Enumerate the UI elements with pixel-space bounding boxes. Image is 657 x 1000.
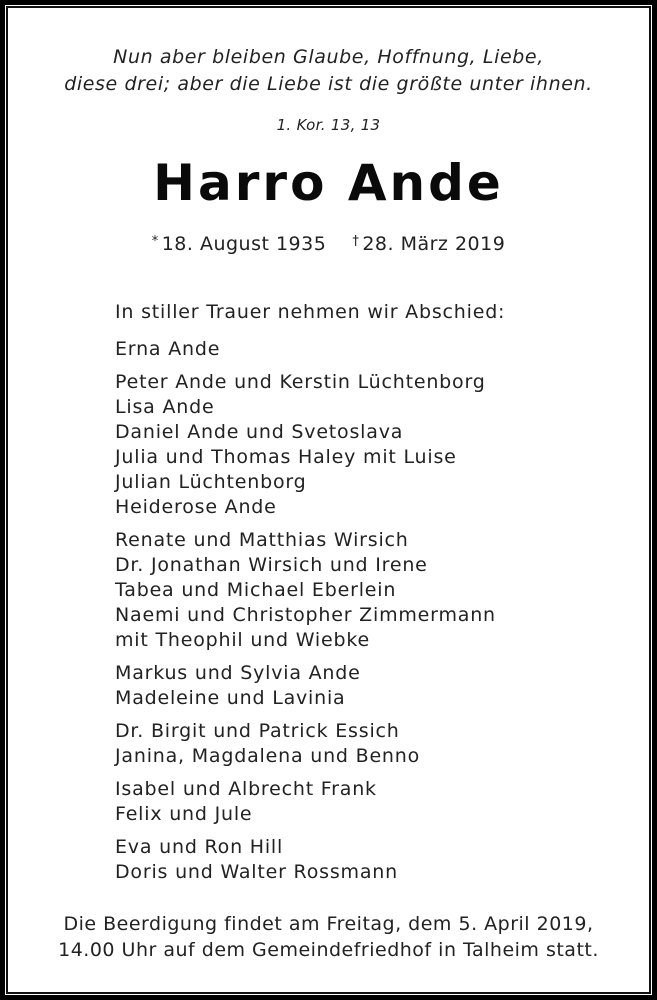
birth-star-icon: * — [151, 234, 159, 249]
death-cross-icon: † — [352, 234, 360, 249]
mourner-group — [115, 337, 505, 362]
mourner-line: Janina, Magdalena und Benno — [115, 745, 421, 767]
death-date: 28. März 2019 — [362, 233, 506, 255]
mourner-group — [115, 370, 505, 520]
mourner-line: Julian Lüchtenborg — [115, 471, 307, 493]
mourners-list — [115, 300, 505, 885]
birth-date: 18. August 1935 — [161, 233, 327, 255]
mourner-group — [115, 661, 505, 711]
mourner-group — [115, 528, 505, 653]
funeral-line-2: 14.00 Uhr auf dem Gemeindefriedhof in Talheim statt. — [58, 939, 599, 961]
funeral-notice — [0, 911, 657, 963]
mourner-line: Dr. Birgit und Patrick Essich — [115, 720, 400, 742]
mourner-line: Madeleine und Lavinia — [115, 687, 346, 709]
mourner-line: Lisa Ande — [115, 396, 215, 418]
verse-reference: 1. Kor. 13, 13 — [276, 116, 381, 134]
mourner-group — [115, 777, 505, 827]
verse-line-1: Nun aber bleiben Glaube, Hoffnung, Liebe, — [113, 46, 544, 68]
verse-line-2: diese drei; aber die Liebe ist die größte unter ihnen. — [64, 73, 593, 95]
mourner-line: Naemi und Christopher Zimmermann — [115, 604, 496, 626]
mourner-line: mit Theophil und Wiebke — [115, 629, 370, 651]
mourner-line: Daniel Ande und Svetoslava — [115, 421, 404, 443]
mourner-group — [115, 835, 505, 885]
mourner-line: Isabel und Albrecht Frank — [115, 778, 377, 800]
mourner-line: Markus und Sylvia Ande — [115, 662, 361, 684]
mourner-line: Dr. Jonathan Wirsich und Irene — [115, 554, 428, 576]
mourner-line: Felix und Jule — [115, 803, 253, 825]
mourner-line: Eva und Ron Hill — [115, 836, 284, 858]
mourner-line: Heiderose Ande — [115, 496, 277, 518]
mourner-line: Julia und Thomas Haley mit Luise — [115, 446, 457, 468]
mourner-groups — [115, 337, 505, 885]
mourner-line: Peter Ande und Kerstin Lüchtenborg — [115, 371, 486, 393]
mourner-line: Tabea und Michael Eberlein — [115, 579, 397, 601]
mourners-intro: In stiller Trauer nehmen wir Abschied: — [115, 301, 506, 323]
bible-verse — [0, 44, 657, 98]
mourner-group — [115, 719, 505, 769]
life-dates — [0, 233, 657, 255]
mourner-line: Renate und Matthias Wirsich — [115, 529, 409, 551]
funeral-line-1: Die Beerdigung findet am Freitag, dem 5. April 2019, — [63, 913, 594, 935]
mourner-line: Doris und Walter Rossmann — [115, 861, 398, 883]
deceased-name: Harro Ande — [153, 154, 504, 212]
mourner-line: Erna Ande — [115, 338, 221, 360]
